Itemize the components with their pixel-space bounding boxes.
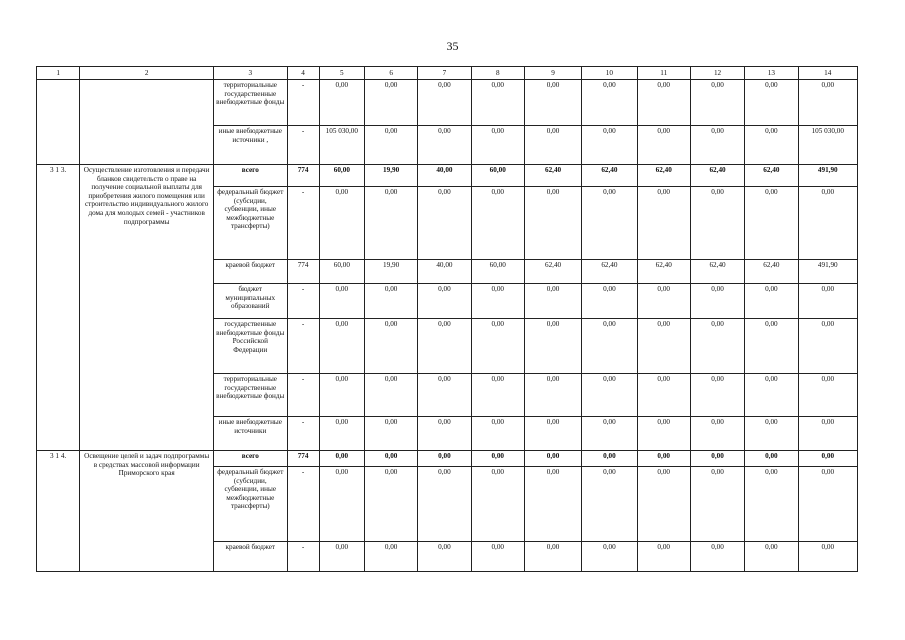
value-cell: 0,00 — [524, 417, 581, 451]
value-cell: 0,00 — [471, 187, 524, 260]
funding-source: федеральный бюджет (субсидии, субвенции, иные межбюджетные трансферты) — [214, 467, 287, 542]
header-cell: 12 — [690, 67, 744, 80]
item-code: 3 1 4. — [37, 451, 80, 572]
value-cell: 0,00 — [524, 187, 581, 260]
value-cell: 0,00 — [418, 126, 471, 165]
admin-code: - — [287, 187, 319, 260]
value-cell: 0,00 — [471, 374, 524, 417]
funding-source: территориальные государственные внебюджетные фонды — [214, 80, 287, 126]
value-cell: 62,40 — [582, 165, 637, 187]
value-cell: 0,00 — [690, 542, 744, 572]
value-cell: 0,00 — [471, 467, 524, 542]
value-cell: 0,00 — [471, 80, 524, 126]
value-cell: 62,40 — [690, 165, 744, 187]
value-cell: 0,00 — [319, 319, 364, 374]
header-cell: 4 — [287, 67, 319, 80]
value-cell: 0,00 — [582, 374, 637, 417]
admin-code: - — [287, 126, 319, 165]
value-cell: 40,00 — [418, 260, 471, 284]
value-cell: 0,00 — [364, 542, 417, 572]
value-cell: 0,00 — [798, 467, 857, 542]
value-cell: 0,00 — [745, 319, 798, 374]
value-cell: 0,00 — [690, 319, 744, 374]
value-cell: 0,00 — [319, 284, 364, 319]
value-cell: 0,00 — [418, 451, 471, 467]
value-cell: 0,00 — [690, 374, 744, 417]
value-cell: 0,00 — [582, 187, 637, 260]
item-description — [80, 80, 214, 165]
admin-code: 774 — [287, 260, 319, 284]
funding-source: краевой бюджет — [214, 260, 287, 284]
header-cell: 11 — [637, 67, 690, 80]
value-cell: 105 030,00 — [798, 126, 857, 165]
admin-code: - — [287, 417, 319, 451]
funding-source: бюджет муниципальных образований — [214, 284, 287, 319]
value-cell: 0,00 — [418, 374, 471, 417]
value-cell: 0,00 — [471, 126, 524, 165]
value-cell: 62,40 — [524, 260, 581, 284]
value-cell: 0,00 — [637, 187, 690, 260]
table-body — [37, 67, 858, 572]
value-cell: 105 030,00 — [319, 126, 364, 165]
value-cell: 0,00 — [418, 80, 471, 126]
value-cell: 0,00 — [524, 374, 581, 417]
admin-code: - — [287, 467, 319, 542]
value-cell: 0,00 — [582, 467, 637, 542]
value-cell: 0,00 — [745, 417, 798, 451]
value-cell: 60,00 — [319, 260, 364, 284]
value-cell: 0,00 — [364, 126, 417, 165]
value-cell: 0,00 — [418, 319, 471, 374]
value-cell: 491,90 — [798, 260, 857, 284]
value-cell: 0,00 — [524, 467, 581, 542]
header-cell: 5 — [319, 67, 364, 80]
value-cell: 0,00 — [690, 80, 744, 126]
value-cell: 0,00 — [637, 467, 690, 542]
value-cell: 0,00 — [471, 319, 524, 374]
header-cell: 2 — [80, 67, 214, 80]
value-cell: 0,00 — [690, 451, 744, 467]
value-cell: 0,00 — [798, 451, 857, 467]
value-cell: 0,00 — [418, 467, 471, 542]
admin-code: - — [287, 374, 319, 417]
value-cell: 0,00 — [637, 80, 690, 126]
value-cell: 0,00 — [364, 319, 417, 374]
value-cell: 0,00 — [319, 467, 364, 542]
value-cell: 0,00 — [364, 284, 417, 319]
value-cell: 0,00 — [524, 284, 581, 319]
value-cell: 491,90 — [798, 165, 857, 187]
value-cell: 0,00 — [690, 126, 744, 165]
value-cell: 0,00 — [524, 542, 581, 572]
value-cell: 0,00 — [418, 187, 471, 260]
value-cell: 0,00 — [745, 374, 798, 417]
value-cell: 0,00 — [637, 417, 690, 451]
value-cell: 19,90 — [364, 165, 417, 187]
value-cell: 0,00 — [690, 187, 744, 260]
header-row — [37, 67, 858, 80]
value-cell: 0,00 — [319, 187, 364, 260]
table-row — [37, 165, 858, 187]
value-cell: 0,00 — [418, 542, 471, 572]
header-cell: 9 — [524, 67, 581, 80]
value-cell: 62,40 — [524, 165, 581, 187]
value-cell: 0,00 — [364, 187, 417, 260]
value-cell: 0,00 — [745, 467, 798, 542]
value-cell: 0,00 — [524, 80, 581, 126]
header-cell: 14 — [798, 67, 857, 80]
value-cell: 0,00 — [524, 451, 581, 467]
value-cell: 0,00 — [745, 451, 798, 467]
value-cell: 0,00 — [364, 374, 417, 417]
admin-code: - — [287, 542, 319, 572]
value-cell: 0,00 — [798, 417, 857, 451]
value-cell: 0,00 — [524, 126, 581, 165]
value-cell: 0,00 — [745, 284, 798, 319]
value-cell: 0,00 — [319, 417, 364, 451]
value-cell: 0,00 — [471, 417, 524, 451]
value-cell: 0,00 — [745, 187, 798, 260]
header-cell: 3 — [214, 67, 287, 80]
value-cell: 0,00 — [471, 284, 524, 319]
value-cell: 0,00 — [798, 187, 857, 260]
value-cell: 62,40 — [582, 260, 637, 284]
item-description: Освещение целей и задач подпрограммы в средствах массовой информации Приморского края — [80, 451, 214, 572]
value-cell: 60,00 — [319, 165, 364, 187]
header-cell: 8 — [471, 67, 524, 80]
value-cell: 0,00 — [582, 126, 637, 165]
item-code — [37, 80, 80, 165]
value-cell: 0,00 — [637, 284, 690, 319]
value-cell: 0,00 — [418, 284, 471, 319]
value-cell: 60,00 — [471, 165, 524, 187]
value-cell: 0,00 — [745, 126, 798, 165]
value-cell: 0,00 — [690, 467, 744, 542]
funding-source: всего — [214, 451, 287, 467]
value-cell: 0,00 — [582, 284, 637, 319]
value-cell: 0,00 — [582, 80, 637, 126]
value-cell: 0,00 — [418, 417, 471, 451]
value-cell: 0,00 — [471, 542, 524, 572]
item-code: 3 1 3. — [37, 165, 80, 451]
value-cell: 62,40 — [745, 165, 798, 187]
funding-source: иные внебюджетные источники , — [214, 126, 287, 165]
value-cell: 0,00 — [637, 451, 690, 467]
admin-code: 774 — [287, 451, 319, 467]
value-cell: 40,00 — [418, 165, 471, 187]
value-cell: 0,00 — [582, 417, 637, 451]
header-cell: 6 — [364, 67, 417, 80]
page-number: 35 — [446, 39, 459, 53]
funding-source: всего — [214, 165, 287, 187]
value-cell: 0,00 — [798, 80, 857, 126]
funding-source: краевой бюджет — [214, 542, 287, 572]
value-cell: 62,40 — [637, 260, 690, 284]
admin-code: - — [287, 284, 319, 319]
value-cell: 0,00 — [364, 451, 417, 467]
value-cell: 0,00 — [364, 417, 417, 451]
header-cell: 10 — [582, 67, 637, 80]
item-description: Осуществление изготовления и передачи бланков свидетельств о праве на получение социальной выплаты для приобретения жилого помещения или строительство индивидуального жилого дома для молодых семей - участников подпрограммы — [80, 165, 214, 451]
value-cell: 0,00 — [582, 319, 637, 374]
value-cell: 0,00 — [690, 284, 744, 319]
funding-source: федеральный бюджет (субсидии, субвенции, иные межбюджетные трансферты) — [214, 187, 287, 260]
value-cell: 0,00 — [637, 374, 690, 417]
value-cell: 0,00 — [582, 451, 637, 467]
value-cell: 0,00 — [319, 80, 364, 126]
value-cell: 0,00 — [637, 542, 690, 572]
value-cell: 0,00 — [745, 80, 798, 126]
admin-code: - — [287, 80, 319, 126]
budget-table — [36, 66, 858, 572]
value-cell: 0,00 — [798, 319, 857, 374]
value-cell: 19,90 — [364, 260, 417, 284]
funding-source: государственные внебюджетные фонды Российской Федерации — [214, 319, 287, 374]
value-cell: 0,00 — [798, 284, 857, 319]
value-cell: 0,00 — [745, 542, 798, 572]
header-cell: 13 — [745, 67, 798, 80]
value-cell: 0,00 — [364, 467, 417, 542]
value-cell: 0,00 — [364, 80, 417, 126]
table-row — [37, 451, 858, 467]
value-cell: 62,40 — [745, 260, 798, 284]
header-cell: 1 — [37, 67, 80, 80]
value-cell: 0,00 — [582, 542, 637, 572]
value-cell: 0,00 — [319, 451, 364, 467]
value-cell: 0,00 — [637, 319, 690, 374]
funding-source: иные внебюджетные источники — [214, 417, 287, 451]
admin-code: - — [287, 319, 319, 374]
header-cell: 7 — [418, 67, 471, 80]
value-cell: 0,00 — [319, 374, 364, 417]
value-cell: 0,00 — [690, 417, 744, 451]
funding-source: территориальные государственные внебюджетные фонды — [214, 374, 287, 417]
value-cell: 62,40 — [690, 260, 744, 284]
value-cell: 60,00 — [471, 260, 524, 284]
value-cell: 0,00 — [319, 542, 364, 572]
value-cell: 62,40 — [637, 165, 690, 187]
table-row — [37, 80, 858, 126]
value-cell: 0,00 — [798, 542, 857, 572]
admin-code: 774 — [287, 165, 319, 187]
value-cell: 0,00 — [798, 374, 857, 417]
value-cell: 0,00 — [471, 451, 524, 467]
value-cell: 0,00 — [637, 126, 690, 165]
value-cell: 0,00 — [524, 319, 581, 374]
